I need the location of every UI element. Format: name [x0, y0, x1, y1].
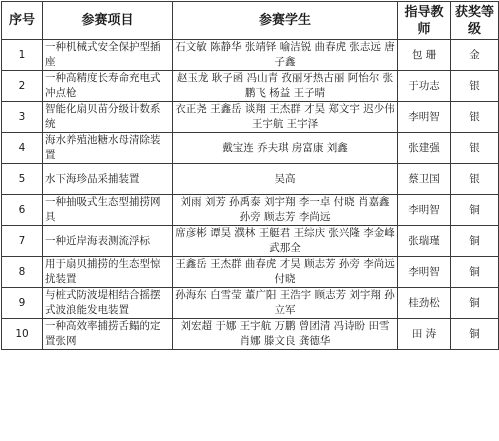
row-number: 4	[2, 133, 43, 164]
project-name: 智能化扇贝苗分级计数系统	[43, 102, 173, 133]
project-name: 一种机械式安全保护型插座	[43, 40, 173, 71]
table-row	[2, 71, 499, 102]
advisor-name: 李明智	[398, 257, 451, 288]
advisor-name: 于功志	[398, 71, 451, 102]
student-names: 席彦彬 谭昊 濮林 王艇君 王综庆 张兴隆 李金峰 武那全	[173, 226, 398, 257]
row-number: 5	[2, 164, 43, 195]
project-name: 一种抽吸式生态型捕捞网具	[43, 195, 173, 226]
student-names: 王鑫岳 王杰群 曲春虎 才昊 顾志芳 孙旁 李尚远 付晓	[173, 257, 398, 288]
project-name: 用于扇贝捕捞的生态型惊扰装置	[43, 257, 173, 288]
table-row	[2, 319, 499, 350]
student-names: 刘雨 刘芳 孙禹泰 刘宇翔 李一卓 付晓 肖嘉鑫 孙旁 顾志芳 李尚远	[173, 195, 398, 226]
project-name: 一种高效率捕捞舌鳎的定置张网	[43, 319, 173, 350]
advisor-name: 田 涛	[398, 319, 451, 350]
advisor-name: 李明智	[398, 195, 451, 226]
table-row	[2, 164, 499, 195]
award-level: 铜	[451, 226, 499, 257]
student-names: 孙海东 白雪莹 董广阳 王浩宇 顾志芳 刘宇翔 孙立军	[173, 288, 398, 319]
student-names: 吴高	[173, 164, 398, 195]
student-names: 石文敏 陈静华 张靖铎 喻洁锐 曲春虎 张志远 唐子鑫	[173, 40, 398, 71]
table-row	[2, 133, 499, 164]
advisor-name: 张建强	[398, 133, 451, 164]
advisor-name: 张瑞瑾	[398, 226, 451, 257]
award-level: 铜	[451, 257, 499, 288]
row-number: 3	[2, 102, 43, 133]
table-row	[2, 195, 499, 226]
header-row	[2, 2, 499, 40]
table-row	[2, 40, 499, 71]
award-level: 铜	[451, 195, 499, 226]
award-level: 银	[451, 71, 499, 102]
student-names: 戴宝连 乔夫琪 房富康 刘鑫	[173, 133, 398, 164]
award-table	[1, 1, 499, 350]
header-level: 获奖等级	[451, 2, 499, 40]
row-number: 10	[2, 319, 43, 350]
advisor-name: 包 珊	[398, 40, 451, 71]
advisor-name: 蔡卫国	[398, 164, 451, 195]
student-names: 衣正尧 王鑫岳 谈翔 王杰群 才昊 郑文宇 迟少伟 王宇航 王宇泽	[173, 102, 398, 133]
header-advisor: 指导教师	[398, 2, 451, 40]
project-name: 与桩式防波堤相结合摇摆式波浪能发电装置	[43, 288, 173, 319]
award-level: 银	[451, 164, 499, 195]
table-row	[2, 102, 499, 133]
header-project: 参赛项目	[43, 2, 173, 40]
row-number: 6	[2, 195, 43, 226]
award-level: 银	[451, 102, 499, 133]
row-number: 2	[2, 71, 43, 102]
award-level: 金	[451, 40, 499, 71]
project-name: 一种近岸海表测流浮标	[43, 226, 173, 257]
advisor-name: 桂劲松	[398, 288, 451, 319]
award-level: 铜	[451, 288, 499, 319]
award-level: 铜	[451, 319, 499, 350]
project-name: 海水养殖池糖水母清除装置	[43, 133, 173, 164]
project-name: 水下海珍品采捕装置	[43, 164, 173, 195]
header-students: 参赛学生	[173, 2, 398, 40]
student-names: 赵玉龙 耿子函 冯山青 孜丽牙热古丽 阿怡尔 张鹏飞 杨益 王子晴	[173, 71, 398, 102]
header-no: 序号	[2, 2, 43, 40]
advisor-name: 李明智	[398, 102, 451, 133]
table-row	[2, 226, 499, 257]
row-number: 7	[2, 226, 43, 257]
table-row	[2, 288, 499, 319]
row-number: 1	[2, 40, 43, 71]
student-names: 刘宏超 于娜 王宇航 万鹏 曾团清 冯诗盼 田雪 肖娜 滕文良 龚德华	[173, 319, 398, 350]
row-number: 8	[2, 257, 43, 288]
award-level: 银	[451, 133, 499, 164]
project-name: 一种高精度长寿命充电式冲点枪	[43, 71, 173, 102]
row-number: 9	[2, 288, 43, 319]
table-row	[2, 257, 499, 288]
